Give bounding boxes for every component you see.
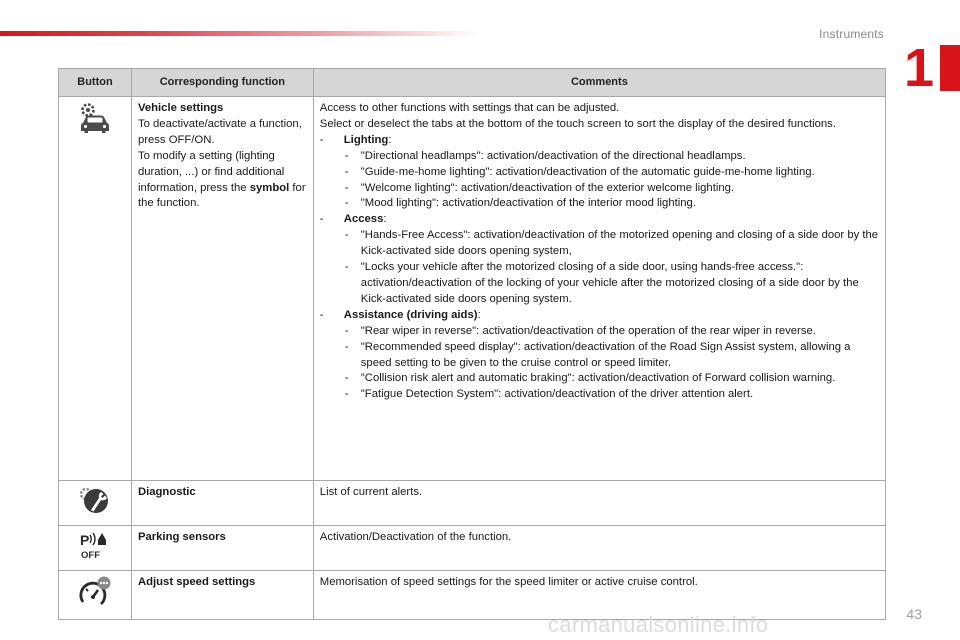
function-desc-bold: symbol <box>249 181 290 194</box>
list-item: - "Directional headlamps": activation/deactivation of the directional headlamps. <box>344 149 746 162</box>
function-cell <box>131 525 313 570</box>
diagnostic-icon[interactable] <box>78 485 112 515</box>
list-item: - "Guide-me-home lighting": activation/deactivation of the automatic guide-me-home lighting. <box>344 165 815 178</box>
comment-intro: Access to other functions with settings that can be adjusted. <box>319 102 620 114</box>
svg-text:P: P <box>80 531 90 548</box>
function-cell <box>131 97 313 481</box>
list-item: - "Hands-Free Access": activation/deactivation of the motorized opening and closing of a side door by the Kick-activated side doors opening system, <box>344 229 879 258</box>
function-title: Adjust speed settings <box>137 575 256 588</box>
function-title: Parking sensors <box>137 530 226 543</box>
watermark: carmanualsonline.info <box>548 612 769 637</box>
icon-cell <box>59 525 132 570</box>
vehicle-settings-icon[interactable] <box>77 101 113 137</box>
icon-cell <box>59 570 132 619</box>
functions-table <box>58 68 886 620</box>
group-heading-access: - Access: <box>319 213 387 226</box>
function-cell <box>131 481 313 526</box>
icon-cell <box>59 97 132 481</box>
list-item: - "Mood lighting": activation/deactivation of the interior mood lighting. <box>344 197 696 210</box>
table-row <box>59 97 886 481</box>
section-title: Instruments <box>819 27 884 41</box>
table-row <box>59 525 886 570</box>
group-heading-lighting: - Lighting: <box>319 133 392 146</box>
list-item: - "Welcome lighting": activation/deactivation of the exterior welcome lighting. <box>344 181 735 194</box>
list-item: - "Rear wiper in reverse": activation/deactivation of the operation of the rear wiper in reverse. <box>344 324 816 337</box>
header-comments: Comments <box>313 69 885 97</box>
comment-text: List of current alerts. <box>319 486 423 498</box>
list-item: - "Locks your vehicle after the motorized closing of a side door, using hands-free access.": activation/deactivation of the locking of your vehicle after the motorized closing of a side door by the Kick-activated side doors opening system. <box>344 261 859 305</box>
function-desc-tail: for the function. <box>137 181 306 210</box>
comment-text: Memorisation of speed settings for the speed limiter or active cruise control. <box>319 575 698 588</box>
function-title: Diagnostic <box>137 486 196 498</box>
comments-cell <box>313 481 885 526</box>
table-row <box>59 481 886 526</box>
comment-intro-2: Select or deselect the tabs at the bottom of the touch screen to sort the display of the desired functions. <box>319 117 836 130</box>
function-desc-line: To deactivate/activate a function, press OFF/ON. <box>137 117 302 146</box>
chapter-tab <box>896 38 960 98</box>
comments-cell <box>313 525 885 570</box>
function-cell <box>131 570 313 619</box>
comments-cell <box>313 97 885 481</box>
header-button: Button <box>59 69 132 97</box>
list-item: - "Recommended speed display": activation/deactivation of the Road Sign Assist system, allowing a speed setting to be given to the cruise control or speed limiter. <box>344 340 851 369</box>
header-accent-bar <box>0 31 480 36</box>
group-heading-assistance: - Assistance (driving aids): <box>319 308 481 321</box>
page-number: 43 <box>906 606 922 622</box>
chapter-tab-bar <box>940 45 960 91</box>
table-header-row <box>59 69 886 97</box>
function-desc-line: To modify a setting (lighting duration, ...) or find additional information, press the <box>137 149 285 194</box>
icon-cell <box>59 481 132 526</box>
parking-icon-label: OFF <box>81 549 101 560</box>
chapter-number: 1 <box>904 38 935 98</box>
parking-sensors-off-icon[interactable] <box>79 530 111 560</box>
list-item: - "Fatigue Detection System": activation/deactivation of the driver attention alert. <box>344 388 754 401</box>
header-function: Corresponding function <box>131 69 313 97</box>
function-title: Vehicle settings <box>137 102 224 114</box>
speed-settings-icon[interactable] <box>77 575 113 609</box>
comment-text: Activation/Deactivation of the function. <box>319 530 512 543</box>
list-item: - "Collision risk alert and automatic braking": activation/deactivation of Forward collision warning. <box>344 372 836 385</box>
